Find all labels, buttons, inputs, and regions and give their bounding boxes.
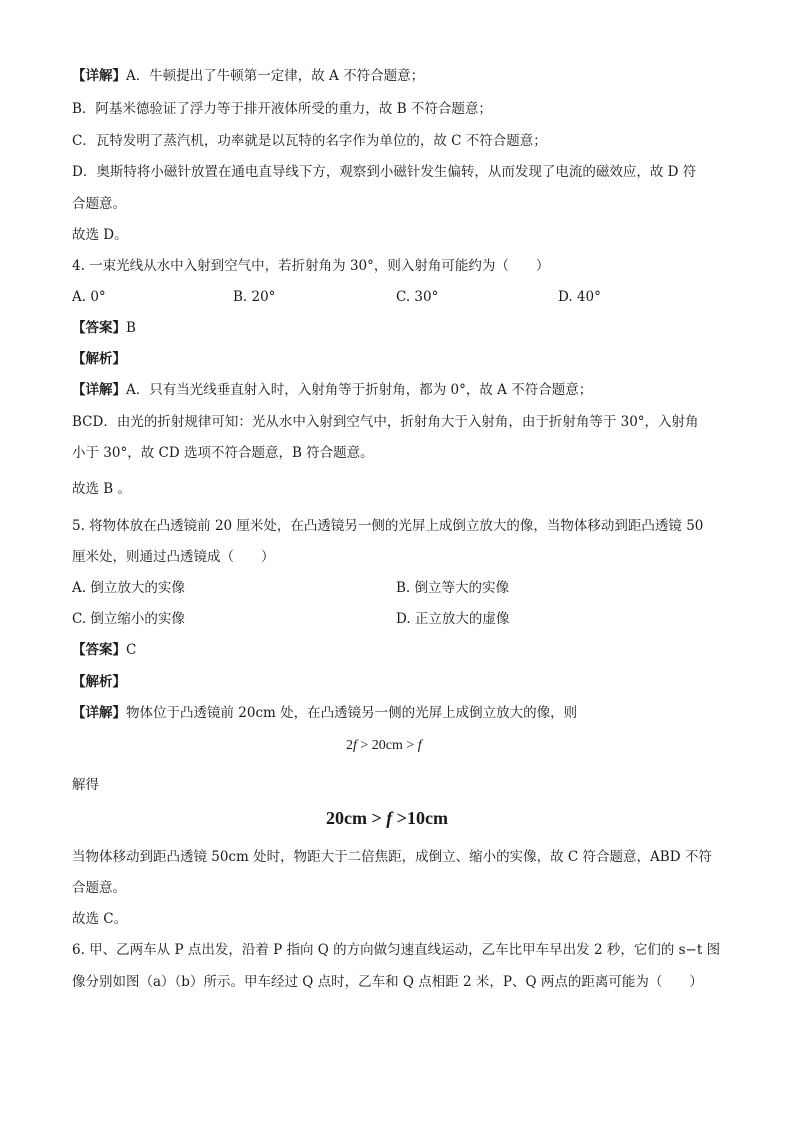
q4-detail-tag: 【详解】 <box>72 382 126 398</box>
q5-option-c: C. 倒立缩小的实像 <box>72 611 185 627</box>
formula-focal-inequality: 2f > 20cm > f <box>346 738 422 753</box>
detail-line-3: C．瓦特发明了蒸汽机，功率就是以瓦特的名字作为单位的，故 C 不符合题意； <box>72 133 547 149</box>
q5-option-b: B. 倒立等大的实像 <box>396 580 510 596</box>
detail-line-5: 合题意。 <box>72 196 126 212</box>
q5-answer-tag: 【答案】 <box>72 642 126 658</box>
q4-option-a: A. 0° <box>72 289 106 305</box>
q4-option-d: D. 40° <box>558 289 601 305</box>
q4-detail-line-3: 小于 30°，故 CD 选项不符合题意，B 符合题意。 <box>72 445 374 461</box>
q4-detail-text-1: A．只有当光线垂直射入时，入射角等于折射角，都为 0°，故 A 不符合题意； <box>126 382 593 398</box>
conclusion-line: 故选 D。 <box>72 227 128 243</box>
q4-stem: 4. 一束光线从水中入射到空气中，若折射角为 30°，则入射角可能约为（ ） <box>72 258 550 274</box>
q4-option-b: B. 20° <box>233 289 276 305</box>
detail-text: A．牛顿提出了牛顿第一定律，故 A 不符合题意； <box>126 68 425 84</box>
q5-answer: C <box>126 642 137 658</box>
q5-solve-label: 解得 <box>72 777 99 793</box>
q4-detail-line-2: BCD．由光的折射规律可知：光从水中入射到空气中，折射角大于入射角，由于折射角等于 30°，入射角 <box>72 414 699 430</box>
q6-stem-line-2: 像分别如图（a）（b）所示。甲车经过 Q 点时，乙车和 Q 点相距 2 米，P、Q 两点的距离可能为（ ） <box>72 974 703 990</box>
q4-analysis-line <box>72 350 126 368</box>
q5-stem-line-2: 厘米处，则通过凸透镜成（ ） <box>72 549 275 565</box>
q4-conclusion: 故选 B 。 <box>72 481 132 497</box>
q5-option-a: A. 倒立放大的实像 <box>72 580 185 596</box>
q5-detail-text-1: 物体位于凸透镜前 20cm 处，在凸透镜另一侧的光屏上成倒立放大的像，则 <box>126 705 578 721</box>
q4-detail-line-1 <box>72 381 592 399</box>
q4-analysis-tag: 【解析】 <box>72 351 126 367</box>
q5-option-d: D. 正立放大的虚像 <box>396 611 510 627</box>
detail-line-4: D．奥斯特将小磁针放置在通电直导线下方，观察到小磁针发生偏转，从而发现了电流的磁效应，故 D 符 <box>72 164 697 180</box>
q5-analysis-line <box>72 673 126 691</box>
q5-answer-line <box>72 641 136 659</box>
q5-detail-line-1 <box>72 704 577 722</box>
detail-line-2: B．阿基米德验证了浮力等于排开液体所受的重力，故 B 不符合题意； <box>72 101 492 117</box>
detail-line-1 <box>72 67 424 85</box>
q4-answer-line <box>72 319 136 337</box>
formula-focal-range: 20cm > f >10cm <box>326 808 448 828</box>
q5-stem-line-1: 5. 将物体放在凸透镜前 20 厘米处，在凸透镜另一侧的光屏上成倒立放大的像，当物体移动到距凸透镜 50 <box>72 518 704 534</box>
q5-conclusion: 故选 C。 <box>72 911 128 927</box>
q4-answer: B <box>126 320 136 336</box>
q5-detail-line-3: 合题意。 <box>72 880 126 896</box>
q5-detail-line-2: 当物体移动到距凸透镜 50cm 处时，物距大于二倍焦距，成倒立、缩小的实像，故 C 符合题意，ABD 不符 <box>72 849 712 865</box>
q4-answer-tag: 【答案】 <box>72 320 126 336</box>
q5-analysis-tag: 【解析】 <box>72 674 126 690</box>
detail-tag: 【详解】 <box>72 68 126 84</box>
q5-detail-tag: 【详解】 <box>72 705 126 721</box>
q6-stem-line-1: 6. 甲、乙两车从 P 点出发，沿着 P 指向 Q 的方向做匀速直线运动，乙车比甲车早出发 2 秒，它们的 s−t 图 <box>72 942 721 958</box>
q4-option-c: C. 30° <box>396 289 439 305</box>
